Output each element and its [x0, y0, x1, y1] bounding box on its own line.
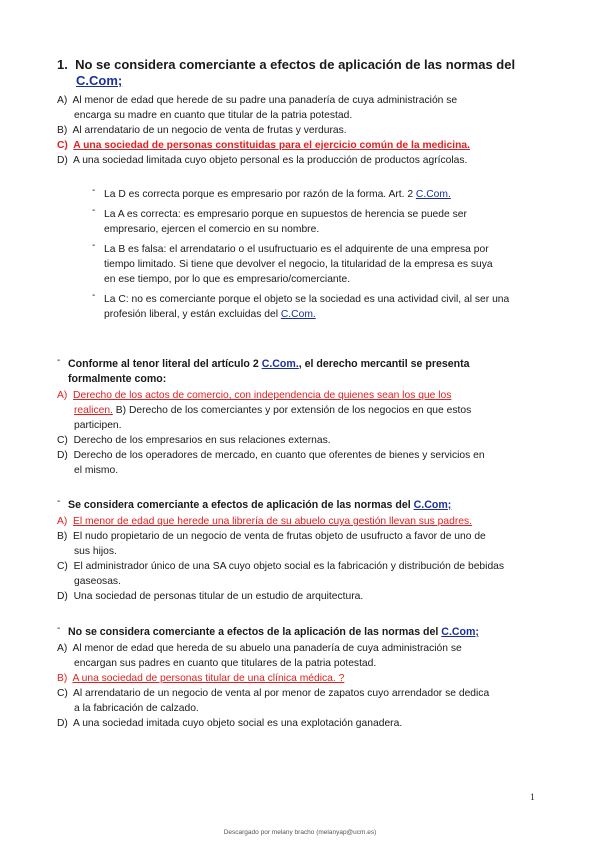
q1-note-3-line3: en ese tiempo, por lo que es empresario/comerciante.: [104, 274, 351, 285]
q1-note-1: [104, 187, 451, 202]
ccom-link[interactable]: C.Com.: [261, 358, 299, 370]
option-letter: D): [57, 718, 68, 729]
q2-option-b-cont: participen.: [74, 420, 122, 431]
option-letter: A): [57, 516, 68, 527]
q2-option-c: [57, 433, 331, 448]
option-text: A una sociedad de personas titular de una clínica médica. ?: [72, 673, 345, 684]
option-letter: D): [57, 155, 68, 166]
bullet-dash: -: [57, 496, 61, 507]
note-text: profesión liberal, y están excluidas del: [104, 309, 281, 320]
ccom-link[interactable]: C.Com;: [441, 626, 479, 638]
q3-option-c: [57, 559, 504, 574]
note-text: La D es correcta porque es empresario por razón de la forma. Art. 2: [104, 189, 416, 200]
q3-title-text: Se considera comerciante a efectos de aplicación de las normas del: [68, 499, 414, 511]
q1-note-4-line2: [104, 307, 316, 322]
option-letter: A): [57, 643, 68, 654]
q3-title: [68, 498, 451, 513]
q2-title-line2: formalmente como:: [68, 373, 167, 385]
option-letter: C): [57, 688, 68, 699]
option-letter: D): [57, 591, 68, 602]
q1-note-2-line2: empresario, ejercen el comercio en su nombre.: [104, 224, 320, 235]
q1-note-3-line2: tiempo limitado. Si tiene que devolver el negocio, la titularidad de la empresa es suya: [104, 259, 493, 270]
bullet-dash: -: [57, 355, 61, 366]
q4-option-b-correct: [57, 671, 344, 686]
bullet-dash: -: [92, 290, 96, 301]
option-text: Derecho de los empresarios en sus relaciones externas.: [73, 435, 331, 446]
q2-title-text: Conforme al tenor literal del artículo 2: [68, 358, 262, 370]
option-letter: C): [57, 435, 68, 446]
q4-title-text: No se considera comerciante a efectos de la aplicación de las normas del: [68, 626, 442, 638]
option-letter: D): [57, 450, 68, 461]
q1-option-a-cont: encarga su madre en cuanto que titular de la patria potestad.: [74, 110, 353, 121]
option-text: realicen.: [74, 405, 113, 416]
option-text: El administrador único de una SA cuyo objeto social es la fabricación y distribución de bebidas: [73, 561, 505, 572]
option-letter: B): [57, 673, 68, 684]
option-text: A una sociedad imitada cuyo objeto social es una explotación ganadera.: [73, 718, 403, 729]
download-footer: Descargado por melany bracho (melanyap@ucm.es): [223, 829, 377, 836]
option-text: A una sociedad limitada cuyo objeto personal es la producción de productos agrícolas.: [73, 155, 468, 166]
q3-option-a-correct: [57, 514, 472, 529]
bullet-dash: -: [92, 240, 96, 251]
q1-option-b: [57, 123, 347, 138]
option-text: Al arrendatario de un negocio de venta de frutas y verduras.: [72, 125, 347, 136]
q1-title-text: No se considera comerciante a efectos de aplicación de las normas del: [75, 57, 516, 72]
option-text: El menor de edad que herede una librería de su abuelo cuya gestión llevan sus padres.: [73, 516, 473, 527]
q4-option-a: [57, 641, 462, 656]
q3-option-b-cont: sus hijos.: [74, 546, 117, 557]
q2-option-a-cont: [74, 403, 471, 418]
option-letter: C): [57, 140, 68, 151]
q2-option-d: [57, 448, 485, 463]
q1-note-2-line1: La A es correcta: es empresario porque en supuestos de herencia se puede ser: [104, 209, 467, 220]
q2-option-b: B) Derecho de los comerciantes y por extensión de los negocios en que estos: [112, 405, 472, 416]
q1-number: 1.: [57, 57, 68, 72]
q1-option-a: [57, 93, 457, 108]
option-text: A una sociedad de personas constituidas para el ejercicio común de la medicina.: [73, 140, 470, 151]
q1-title: [57, 57, 515, 73]
q1-note-3-line1: La B es falsa: el arrendatario o el usufructuario es el adquirente de una empresa por: [104, 244, 489, 255]
q1-option-d: [57, 153, 467, 168]
option-text: Una sociedad de personas titular de un estudio de arquitectura.: [73, 591, 364, 602]
q3-option-b: [57, 529, 486, 544]
option-text: Al arrendatario de un negocio de venta al por menor de zapatos cuyo arrendador se dedica: [73, 688, 490, 699]
q2-title-text: , el derecho mercantil se presenta: [298, 358, 470, 370]
q2-option-a-correct: [57, 388, 451, 403]
q4-option-d: [57, 716, 402, 731]
q4-option-c-cont: a la fabricación de calzado.: [74, 703, 199, 714]
ccom-link[interactable]: C.Com.: [280, 309, 316, 320]
page-number: 1: [530, 793, 535, 803]
q1-title-ref[interactable]: C.Com;: [76, 73, 123, 88]
q4-title: [68, 625, 479, 640]
q1-option-c-correct: [57, 138, 470, 153]
bullet-dash: -: [92, 185, 96, 196]
bullet-dash: -: [92, 205, 96, 216]
option-text: Al menor de edad que herede de su padre una panadería de cuya administración se: [72, 95, 458, 106]
option-letter: B): [57, 531, 68, 542]
q1-note-4-line1: La C: no es comerciante porque el objeto se la sociedad es una actividad civil, al ser una: [104, 294, 510, 305]
option-letter: C): [57, 561, 68, 572]
q4-option-a-cont: encargan sus padres en cuanto que titulares de la patria potestad.: [74, 658, 377, 669]
bullet-dash: -: [57, 623, 61, 634]
ccom-link[interactable]: C.Com.: [415, 189, 451, 200]
option-text: El nudo propietario de un negocio de venta de frutas objeto de usufructo a favor de uno de: [73, 531, 486, 542]
option-letter: B): [57, 125, 68, 136]
option-letter: A): [57, 390, 68, 401]
option-text: Derecho de los actos de comercio, con independencia de quienes sean los que los: [73, 390, 452, 401]
q4-option-c: [57, 686, 489, 701]
ccom-link[interactable]: C.Com;: [413, 499, 452, 511]
option-text: Derecho de los operadores de mercado, en cuanto que oferentes de bienes y servicios en: [73, 450, 485, 461]
q2-title-line1: [68, 357, 470, 372]
q3-option-d: [57, 589, 363, 604]
q3-option-c-cont: gaseosas.: [74, 576, 121, 587]
q2-option-d-cont: el mismo.: [74, 465, 119, 476]
option-letter: A): [57, 95, 68, 106]
option-text: Al menor de edad que hereda de su abuelo una panadería de cuya administración se: [72, 643, 462, 654]
